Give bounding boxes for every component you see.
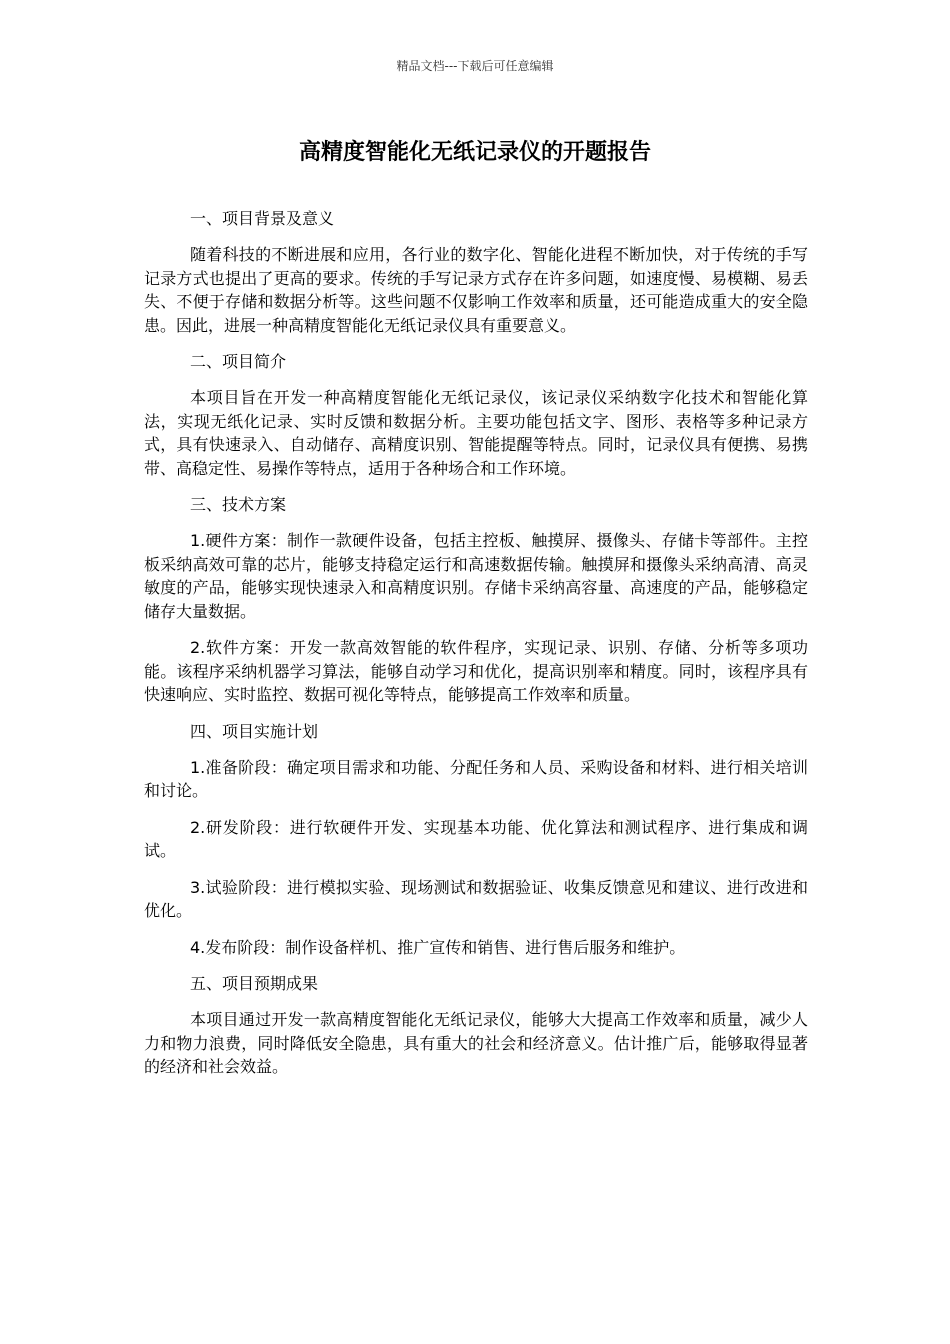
- paragraph: 3.试验阶段：进行模拟实验、现场测试和数据验证、收集反馈意见和建议、进行改进和优化。: [144, 877, 808, 920]
- document-title: 高精度智能化无纸记录仪的开题报告: [298, 140, 651, 165]
- section-heading: 三、技术方案: [190, 495, 287, 514]
- paragraph: 1.硬件方案：制作一款硬件设备，包括主控板、触摸屏、摄像头、存储卡等部件。主控板采纳高效可靠的芯片，能够支持稳定运行和高速数据传输。触摸屏和摄像头采纳高清、高灵敏度的产品，能够实现快速录入和高精度识别。存储卡采纳高容量、高速度的产品，能够稳定储存大量数据。: [144, 531, 808, 621]
- section-introduction: [144, 350, 808, 480]
- paragraph: 本项目通过开发一款高精度智能化无纸记录仪，能够大大提高工作效率和质量，减少人力和物力浪费，同时降低安全隐患，具有重大的社会和经济意义。估计推广后，能够取得显著的经济和社会效益。: [144, 1010, 808, 1076]
- paragraph: 1.准备阶段：确定项目需求和功能、分配任务和人员、采购设备和材料、进行相关培训和讨论。: [144, 757, 808, 800]
- document-body: [144, 207, 808, 1092]
- paragraph: 2.研发阶段：进行软硬件开发、实现基本功能、优化算法和测试程序、进行集成和调试。: [144, 817, 808, 860]
- section-heading: 五、项目预期成果: [190, 974, 319, 993]
- section-implementation-plan: [144, 720, 808, 960]
- paragraph: 随着科技的不断进展和应用，各行业的数字化、智能化进程不断加快，对于传统的手写记录方式也提出了更高的要求。传统的手写记录方式存在许多问题，如速度慢、易模糊、易丢失、不便于存储和数据分析等。这些问题不仅影响工作效率和质量，还可能造成重大的安全隐患。因此，进展一种高精度智能化无纸记录仪具有重要意义。: [144, 245, 808, 335]
- paragraph: 2.软件方案：开发一款高效智能的软件程序，实现记录、识别、存储、分析等多项功能。该程序采纳机器学习算法，能够自动学习和优化，提高识别率和精度。同时，该程序具有快速响应、实时监控、数据可视化等特点，能够提高工作效率和质量。: [144, 638, 808, 704]
- paragraph: 本项目旨在开发一种高精度智能化无纸记录仪，该记录仪采纳数字化技术和智能化算法，实现无纸化记录、实时反馈和数据分析。主要功能包括文字、图形、表格等多种记录方式，具有快速录入、自动储存、高精度识别、智能提醒等特点。同时，记录仪具有便携、易携带、高稳定性、易操作等特点，适用于各种场合和工作环境。: [144, 388, 808, 478]
- section-heading: 四、项目实施计划: [190, 721, 319, 741]
- paragraph: 4.发布阶段：制作设备样机、推广宣传和销售、进行售后服务和维护。: [190, 937, 686, 957]
- section-technical-plan: [144, 493, 808, 707]
- section-heading: 一、项目背景及意义: [190, 209, 335, 228]
- section-heading: 二、项目简介: [190, 352, 287, 371]
- section-expected-results: [144, 972, 808, 1079]
- page-header-watermark: 精品文档---下载后可任意编辑: [396, 59, 554, 73]
- section-background: [144, 207, 808, 337]
